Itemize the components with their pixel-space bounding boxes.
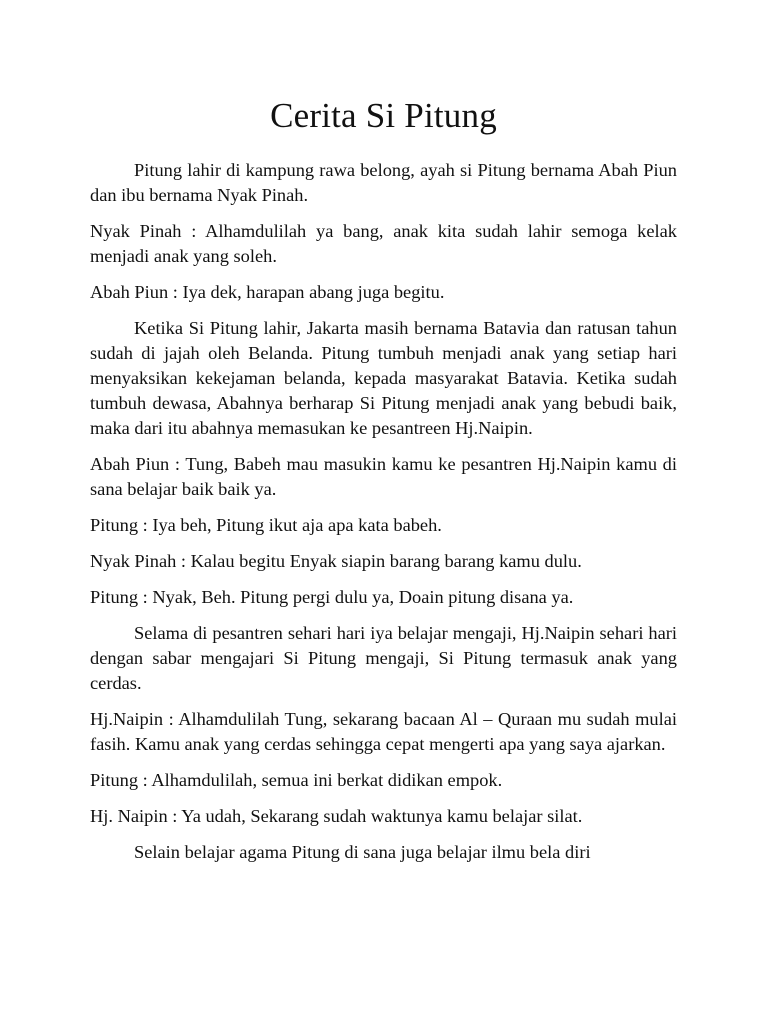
paragraph-dialogue: Abah Piun : Tung, Babeh mau masukin kamu ke pesantren Hj.Naipin kamu di sana belajar baik baik ya. — [90, 454, 677, 499]
paragraph-narration: Selain belajar agama Pitung di sana juga belajar ilmu bela diri — [134, 842, 591, 862]
paragraph-narration: Selama di pesantren sehari hari iya belajar mengaji, Hj.Naipin sehari hari dengan sabar mengajari Si Pitung mengaji, Si Pitung termasuk anak yang cerdas. — [90, 623, 677, 693]
document-page — [90, 92, 677, 876]
paragraph-dialogue: Nyak Pinah : Kalau begitu Enyak siapin barang barang kamu dulu. — [90, 551, 582, 571]
paragraph-dialogue: Pitung : Nyak, Beh. Pitung pergi dulu ya, Doain pitung disana ya. — [90, 587, 574, 607]
paragraph-dialogue: Pitung : Iya beh, Pitung ikut aja apa kata babeh. — [90, 515, 442, 535]
paragraph-dialogue: Hj.Naipin : Alhamdulilah Tung, sekarang bacaan Al – Quraan mu sudah mulai fasih. Kamu anak yang cerdas sehingga cepat mengerti apa yang saya ajarkan. — [90, 709, 677, 754]
paragraph-dialogue: Hj. Naipin : Ya udah, Sekarang sudah waktunya kamu belajar silat. — [90, 806, 583, 826]
paragraph-dialogue: Nyak Pinah : Alhamdulilah ya bang, anak kita sudah lahir semoga kelak menjadi anak yang soleh. — [90, 221, 677, 266]
paragraph-dialogue: Pitung : Alhamdulilah, semua ini berkat didikan empok. — [90, 770, 503, 790]
paragraph-narration: Ketika Si Pitung lahir, Jakarta masih bernama Batavia dan ratusan tahun sudah di jajah oleh Belanda. Pitung tumbuh menjadi anak yang setiap hari menyaksikan kekejaman belanda, kepada masyarakat Batavia. Ketika sudah tumbuh dewasa, Abahnya berharap Si Pitung menjadi anak yang bebudi baik, maka dari itu abahnya memasukan ke pesantreen Hj.Naipin. — [90, 318, 677, 438]
document-title: Cerita Si Pitung — [270, 96, 497, 135]
paragraph-narration: Pitung lahir di kampung rawa belong, ayah si Pitung bernama Abah Piun dan ibu bernama Nyak Pinah. — [90, 160, 677, 205]
paragraph-dialogue: Abah Piun : Iya dek, harapan abang juga begitu. — [90, 282, 445, 302]
